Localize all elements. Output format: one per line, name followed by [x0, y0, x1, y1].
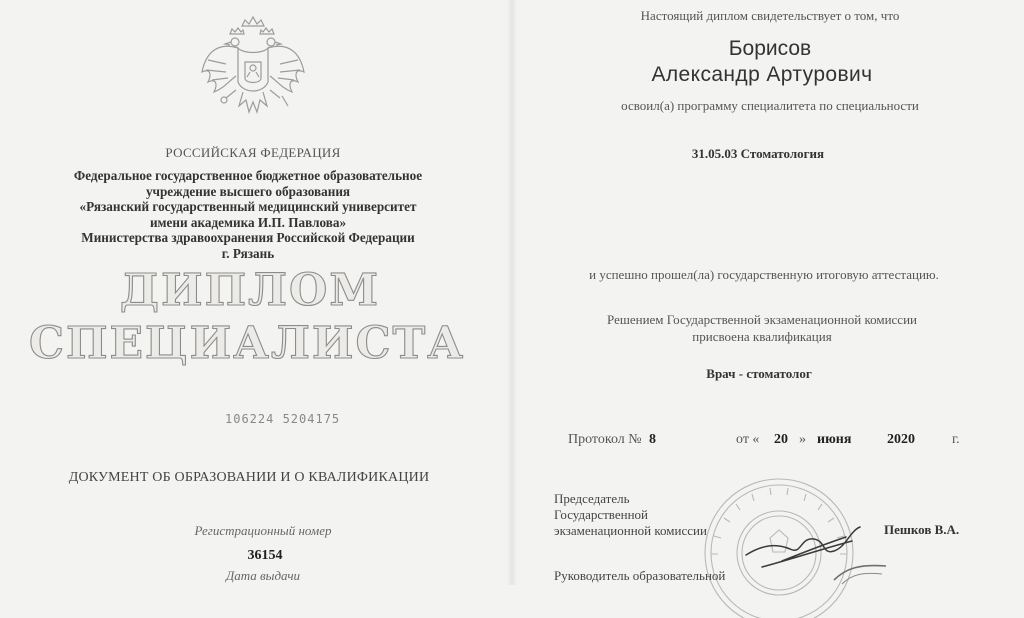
decision-line: присвоена квалификация — [692, 329, 832, 344]
institution-line: Министерства здравоохранения Российской Федерации — [81, 230, 415, 245]
institution-line: «Рязанский государственный медицинский университет — [79, 199, 417, 214]
attestation-statement: и успешно прошел(ла) государственную итоговую аттестацию. — [589, 267, 939, 282]
protocol-date-prefix: от « — [736, 432, 760, 447]
head-of-organization-label: Руководитель образовательной — [554, 568, 726, 583]
protocol-label: Протокол № — [568, 432, 642, 447]
protocol-month: июня — [817, 432, 852, 447]
graduate-given-names: Александр Артурович — [651, 63, 873, 86]
chairman-line: Председатель — [554, 491, 630, 506]
qualification: Врач - стоматолог — [706, 366, 812, 381]
diploma-inner-page — [512, 0, 1024, 585]
coat-of-arms-icon — [198, 12, 308, 127]
program-statement: освоил(а) программу специалитета по специальности — [621, 98, 919, 113]
institution-line: г. Рязань — [221, 245, 275, 261]
chairman-line: Государственной — [554, 507, 649, 522]
certification-statement: Настоящий диплом свидетельствует о том, что — [640, 8, 900, 23]
institution-line: учреждение высшего образования — [145, 183, 351, 199]
serial-number: 106224 5204175 — [225, 412, 341, 426]
diploma-subtitle: СПЕЦИАЛИСТА — [28, 318, 466, 369]
diploma-title: ДИПЛОМ — [119, 265, 381, 316]
institution-line: Федеральное государственное бюджетное образовательное — [73, 168, 423, 183]
specialty: 31.05.03 Стоматология — [691, 146, 825, 161]
issue-date-label: Дата выдачи — [225, 568, 301, 583]
protocol-year-suffix: г. — [952, 432, 960, 447]
registration-number: 36154 — [247, 548, 283, 563]
protocol-day: 20 — [774, 432, 788, 447]
decision-line: Решением Государственной экзаменационной комиссии — [607, 312, 917, 327]
diploma-cover-page — [0, 0, 512, 585]
protocol-day-close-quote: » — [799, 432, 806, 447]
graduate-surname: Борисов — [728, 37, 812, 60]
stamp-fragment-icon — [830, 560, 890, 585]
protocol-year: 2020 — [887, 432, 915, 447]
institution-line: имени академика И.П. Павлова» — [149, 214, 347, 230]
document-type: ДОКУМЕНТ ОБ ОБРАЗОВАНИИ И О КВАЛИФИКАЦИИ — [68, 470, 430, 485]
institution-name — [74, 168, 422, 261]
protocol-number: 8 — [649, 432, 656, 447]
commission-chairman-label — [554, 491, 707, 539]
chairman-line: экзаменационной комиссии — [554, 523, 707, 538]
registration-number-label: Регистрационный номер — [194, 523, 332, 538]
chairman-name: Пешков В.А. — [884, 522, 960, 537]
commission-decision — [607, 311, 917, 345]
country-name: РОССИЙСКАЯ ФЕДЕРАЦИЯ — [165, 145, 341, 160]
